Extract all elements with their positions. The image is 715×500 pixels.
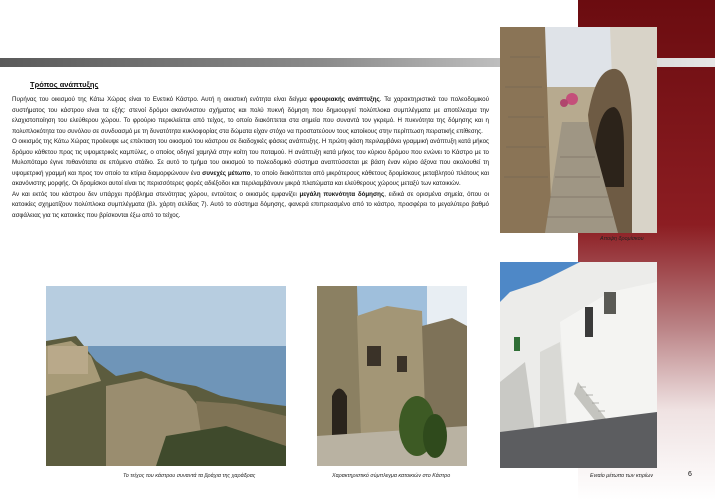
body-text [12, 95, 489, 221]
caption-wall-cliff: Το τείχος του κάστρου συναντά τα βράχια της χαράδρας [123, 473, 256, 479]
caption-house-complex: Χαρακτηριστικό σύμπλεγμα κατοικιών στο Κάστρο [332, 473, 451, 479]
emphasis-high-density: μεγάλη πυκνότητα δόμησης [299, 190, 385, 198]
caption-building-front: Ενιαίο μέτωπο των κτιρίων [590, 473, 654, 479]
house-complex-photo [317, 286, 467, 466]
paragraph-2: Ο οικισμός της Κάτω Χώρας προέκυψε ως επέκταση του οικισμού του κάστρου σε διαδοχικές φάσεις ανάπτυξης. Η πρώτη φάση περιλαμβάνει γραμμική ανάπτυξη κατά μήκος δρόμου κάθετου προς τις υψομετρικές καμπύλες, ο οποίος οδηγεί χαμηλά στην κοίτη του ποταμού. Η ανάπτυξη κατά μήκος του κύριου δρόμου που ενώνει το Κάστρο με το Μυλοπόταμο έγινε πιθανότατα σε επόμενο στάδιο. Σε αυτό το τμήμα του οικισμού το πολεοδομικό σύστημα αναπτύσσεται με βάση έναν κύριο άξονα που ακολουθεί τη υψομετρική γραμμή και προς τον οποίο τα κτίρια διαμορφώνουν ένα συνεχές μέτωπο, το οποίο διακόπτεται από μικρότερους κάθετους δρομίσκους μεταβλητού πλάτους και ακανόνιστης μορφής. Οι δρομίσκοι αυτοί είναι τις περισσότερες φορές αδιέξοδοι και περιλαμβάνουν μικρά πλατώματα και ελεύθερους χώρους μεταξύ των κατοικιών. [12, 138, 490, 187]
section-title: Τρόπος ανάπτυξης [30, 80, 99, 89]
alley-photo [500, 27, 657, 233]
wall-cliff-photo [46, 286, 286, 466]
emphasis-continuous-front: συνεχές μέτωπο [202, 169, 251, 177]
paragraph-1: Πυρήνας του οικισμού της Κάτω Χώρας είναι το Ενετικό Κάστρο. Αυτή η οικιστική ενότητα είναι δείγμα φρουριακής ανάπτυξης. Τα χαρακτηριστικά του πολεοδομικού συστήματος του κάστρου είναι τα εξής: στενοί δρόμοι ακανόνιστου σχήματος και πολύ πυκνή δόμηση που δημιουργεί πολύπλοκα συμπλέγματα με αποτέλεσμα την ελαχιστοποίηση του ελεύθερου χώρου. Το φρούριο περικλείεται από τείχος, το οποίο διακόπτεται στα σημεία που συναντά τον γκρεμό. Η πυκνότητα της δόμησης και η πολυπλοκότητα του συνόλου σε συνδυασμό με τη δυνατότητα κυκλοφορίας στα δώματα είχαν στόχο να προστατεύουν τους κατοίκους στην περίπτωση πειρατικής επίθεσης. [12, 96, 489, 135]
emphasis-fortress-development: φρουριακής ανάπτυξης [309, 96, 380, 103]
page-number: 6 [688, 471, 692, 478]
building-front-photo [500, 262, 657, 468]
caption-alley: Αποψη δρομίσκου [600, 236, 644, 242]
paragraph-3: Αν και εκτός του κάστρου δεν υπάρχει πρόβλημα στενότητας χώρου, εντούτοις ο οικισμός εμφανίζει μεγάλη πυκνότητα δόμησης, ειδικά σε ορισμένα σημεία, όπου οι κατοικίες σχηματίζουν πολύπλοκα συμπλέγματα (βλ. χάρτη σελίδας 7). Αυτό το σύστημα δόμησης, φανερά επιπρεασμένο από το κάστρο, προσφέρει το μεγαλύτερο βαθμό ασφάλειας για τις κατοικίες που βρίσκονται έξω από το τείχος. [12, 190, 489, 219]
